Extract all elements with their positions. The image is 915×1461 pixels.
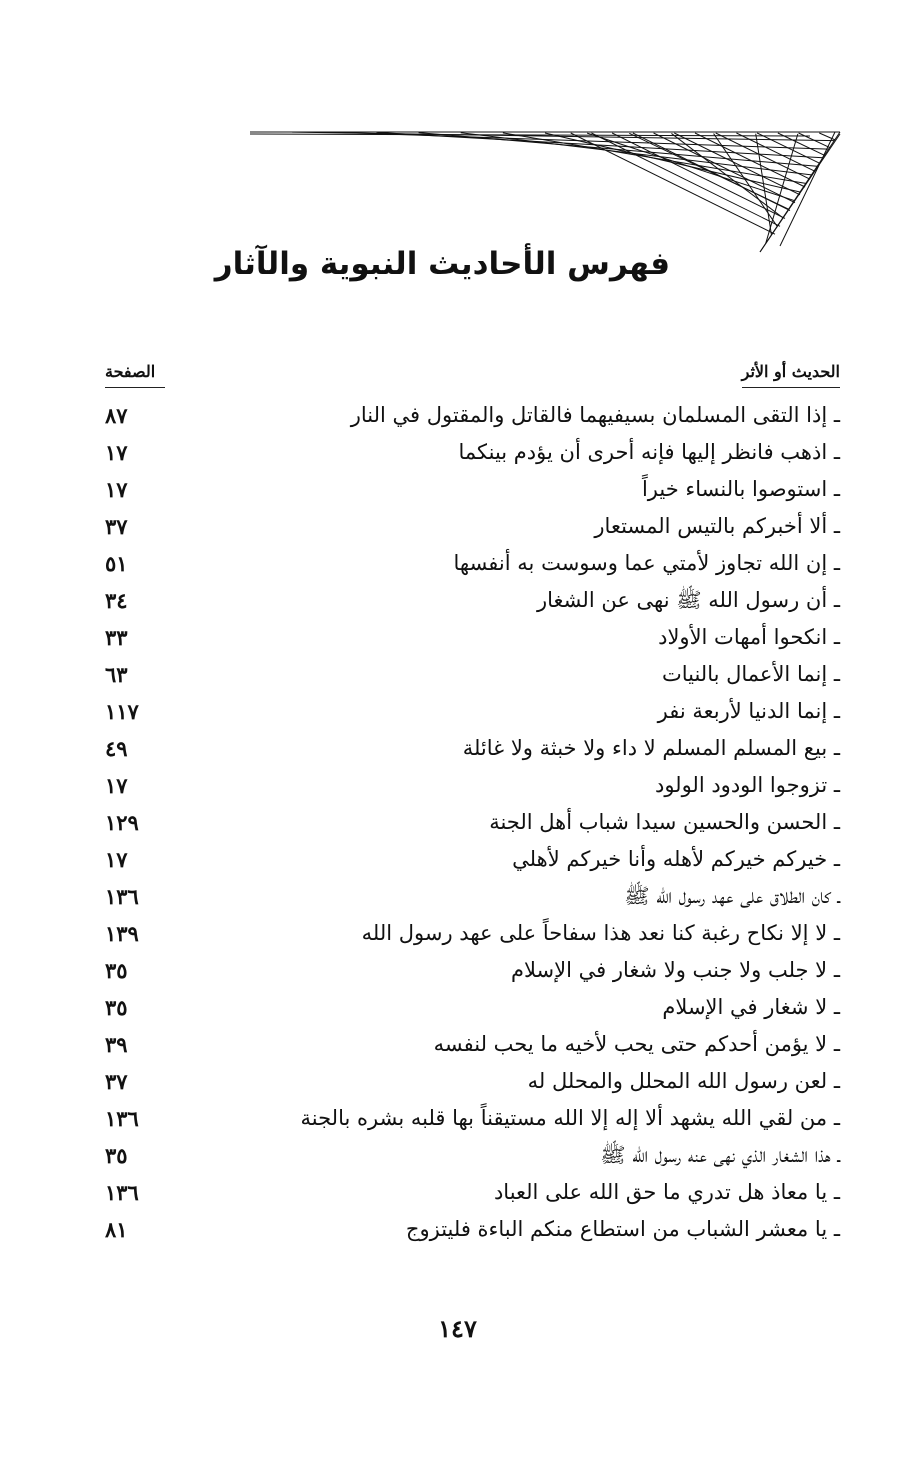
hadith-text: ـ إنما الأعمال بالنيات bbox=[661, 662, 840, 686]
column-header-hadith: الحديث أو الأثر bbox=[742, 358, 840, 388]
page-reference: ٣٤ bbox=[105, 588, 128, 613]
index-entry bbox=[100, 1026, 840, 1063]
page-reference: ٦٣ bbox=[105, 662, 128, 687]
index-entry bbox=[100, 619, 840, 656]
hadith-text: ـ يا معاذ هل تدري ما حق الله على العباد bbox=[493, 1180, 840, 1204]
page-reference: ٥١ bbox=[105, 551, 128, 576]
hadith-text: ـ بيع المسلم المسلم لا داء ولا خبثة ولا غائلة bbox=[462, 736, 840, 760]
header-ornament bbox=[250, 128, 845, 256]
index-entry bbox=[100, 841, 840, 878]
index-entry bbox=[100, 434, 840, 471]
page-reference: ١٣٦ bbox=[105, 1180, 139, 1205]
hadith-text: ـ إذا التقى المسلمان بسيفيهما فالقاتل والمقتول في النار bbox=[350, 403, 840, 427]
hadith-text: ـ لا إلا نكاح رغبة كنا نعد هذا سفاحاً على عهد رسول الله bbox=[361, 921, 840, 945]
page-number: ١٤٧ bbox=[438, 1314, 477, 1343]
hadith-text: ـ خيركم خيركم لأهله وأنا خيركم لأهلي bbox=[512, 847, 840, 871]
index-entry bbox=[100, 1211, 840, 1248]
page-reference: ٣٧ bbox=[105, 514, 128, 539]
hadith-text: ـ لا شغار في الإسلام bbox=[662, 995, 840, 1019]
index-entry bbox=[100, 989, 840, 1026]
page-reference: ١٣٦ bbox=[105, 1106, 139, 1131]
index-entry bbox=[100, 397, 840, 434]
page-reference: ٣٥ bbox=[105, 958, 128, 983]
hadith-text: ـ هذا الشغار الذي نهى عنه رسول الله ﷺ bbox=[600, 1143, 840, 1167]
hadith-text: ـ يا معشر الشباب من استطاع منكم الباءة فليتزوج bbox=[405, 1217, 840, 1241]
hadith-text: ـ إنما الدنيا لأربعة نفر bbox=[657, 699, 840, 723]
index-entry bbox=[100, 767, 840, 804]
hadith-text: ـ إن الله تجاوز لأمتي عما وسوست به أنفسها bbox=[453, 551, 840, 575]
hadith-text: ـ انكحوا أمهات الأولاد bbox=[658, 625, 840, 649]
index-entry bbox=[100, 1137, 840, 1174]
index-entry bbox=[100, 656, 840, 693]
hadith-text: ـ استوصوا بالنساء خيراً bbox=[641, 477, 840, 501]
page-reference: ٣٣ bbox=[105, 625, 128, 650]
index-entry bbox=[100, 693, 840, 730]
hadith-text: ـ اذهب فانظر إليها فإنه أحرى أن يؤدم بينكما bbox=[458, 440, 840, 464]
hadith-text: ـ ألا أخبركم بالتيس المستعار bbox=[594, 514, 840, 538]
page-reference: ١٧ bbox=[105, 440, 128, 465]
index-entry bbox=[100, 1100, 840, 1137]
index-entry bbox=[100, 545, 840, 582]
column-header-page: الصفحة bbox=[105, 358, 165, 388]
index-entry bbox=[100, 1063, 840, 1100]
hadith-text: ـ لا يؤمن أحدكم حتى يحب لأخيه ما يحب لنفسه bbox=[433, 1032, 840, 1056]
hadith-text: ـ الحسن والحسين سيدا شباب أهل الجنة bbox=[489, 810, 840, 834]
page-reference: ٣٧ bbox=[105, 1069, 128, 1094]
hadith-text: ـ من لقي الله يشهد ألا إله إلا الله مستيقناً بها قلبه بشره بالجنة bbox=[300, 1106, 840, 1130]
index-entry bbox=[100, 915, 840, 952]
page-reference: ٨٧ bbox=[105, 403, 128, 428]
page-reference: ١٢٩ bbox=[105, 810, 139, 835]
page-reference: ١١٧ bbox=[105, 699, 139, 724]
page-title: فهرس الأحاديث النبوية والآثار bbox=[214, 246, 670, 282]
page-reference: ٣٥ bbox=[105, 1143, 128, 1168]
hadith-text: ـ لا جلب ولا جنب ولا شغار في الإسلام bbox=[510, 958, 840, 982]
index-entry bbox=[100, 730, 840, 767]
page-reference: ٣٥ bbox=[105, 995, 128, 1020]
page-reference: ١٣٩ bbox=[105, 921, 139, 946]
hadith-text: ـ أن رسول الله ﷺ نهى عن الشغار bbox=[537, 588, 840, 612]
index-entry bbox=[100, 952, 840, 989]
index-entry bbox=[100, 582, 840, 619]
hadith-text: ـ لعن رسول الله المحلل والمحلل له bbox=[527, 1069, 840, 1093]
page-reference: ١٣٦ bbox=[105, 884, 139, 909]
page-reference: ٨١ bbox=[105, 1217, 128, 1242]
page-reference: ٣٩ bbox=[105, 1032, 128, 1057]
page-reference: ١٧ bbox=[105, 477, 128, 502]
page-reference: ١٧ bbox=[105, 847, 128, 872]
index-entry bbox=[100, 508, 840, 545]
hadith-text: ـ كان الطلاق على عهد رسول الله ﷺ bbox=[624, 884, 840, 908]
index-entry bbox=[100, 878, 840, 915]
page-reference: ٤٩ bbox=[105, 736, 128, 761]
index-entry bbox=[100, 1174, 840, 1211]
index-entry bbox=[100, 471, 840, 508]
page-reference: ١٧ bbox=[105, 773, 128, 798]
index-entry bbox=[100, 804, 840, 841]
index-list bbox=[100, 397, 840, 1248]
hadith-text: ـ تزوجوا الودود الولود bbox=[654, 773, 840, 797]
